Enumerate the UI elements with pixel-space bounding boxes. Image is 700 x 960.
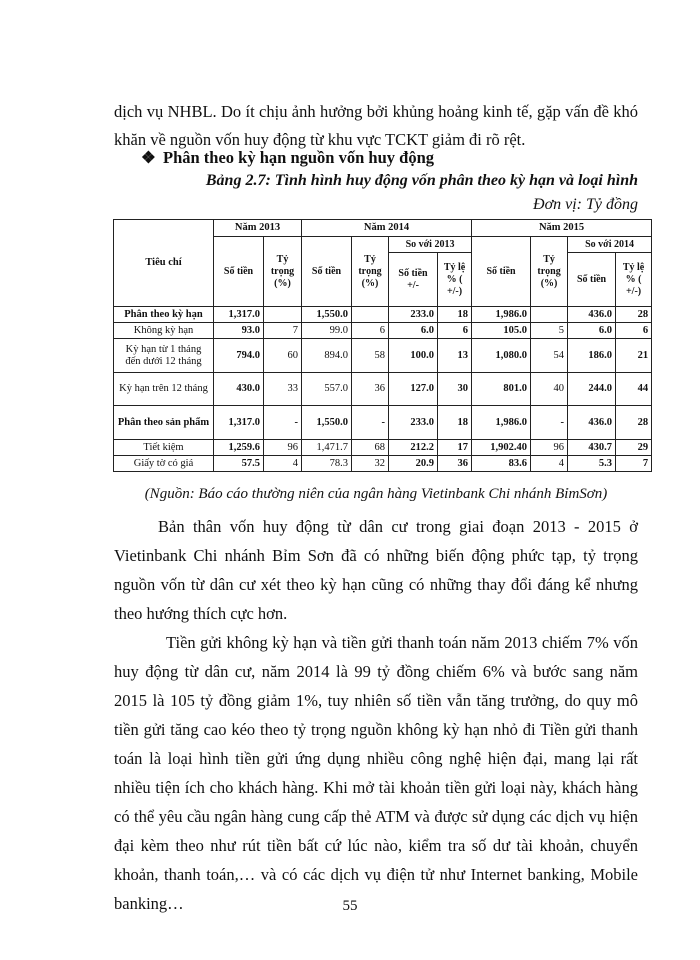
row-label: Phân theo sản phẩm	[114, 406, 214, 440]
cell-d15: 5.3	[568, 456, 616, 472]
header-year-2014: Năm 2014	[302, 220, 472, 237]
cell-a15: 105.0	[472, 323, 531, 339]
cell-a13: 1,317.0	[214, 406, 264, 440]
table-row	[114, 339, 652, 373]
header-year-2013: Năm 2013	[214, 220, 302, 237]
page-number: 55	[342, 898, 358, 914]
cell-d15: 6.0	[568, 323, 616, 339]
cell-a14: 1,550.0	[302, 406, 352, 440]
section-heading-text: Phân theo kỳ hạn nguồn vốn huy động	[163, 148, 434, 167]
table-row	[114, 440, 652, 456]
cell-a13: 794.0	[214, 339, 264, 373]
cell-s15: 54	[531, 339, 568, 373]
table-body	[114, 307, 652, 472]
intro-paragraph	[114, 98, 638, 154]
header-vs-2014: So với 2014	[568, 237, 652, 253]
cell-s14: 32	[352, 456, 389, 472]
cell-d15: 244.0	[568, 373, 616, 406]
header-amount-2014: Số tiền	[302, 237, 352, 307]
cell-s15: 4	[531, 456, 568, 472]
body-text	[114, 512, 638, 918]
cell-d15: 186.0	[568, 339, 616, 373]
cell-d14: 233.0	[389, 307, 438, 323]
cell-s15: 96	[531, 440, 568, 456]
table-row	[114, 307, 652, 323]
header-diff-2015: Số tiền	[568, 253, 616, 307]
cell-r14: 18	[438, 307, 472, 323]
cell-a14: 1,471.7	[302, 440, 352, 456]
header-vs-2013: So với 2013	[389, 237, 472, 253]
table-row	[114, 406, 652, 440]
header-diff-2014: Số tiền +/-	[389, 253, 438, 307]
cell-d14: 20.9	[389, 456, 438, 472]
paragraph-2: Tiền gửi không kỳ hạn và tiền gửi thanh toán năm 2013 chiếm 7% vốn huy động từ dân cư, năm 2014 là 99 tỷ đồng chiếm 6% và bước sang năm 2015 là 105 tỷ đồng giảm 1%, tuy nhiên số tiền vẫn tăng trưởng, do quy mô tiền gửi tăng cao kéo theo tỷ trọng nguồn không kỳ hạn nhỏ đi Tiền gửi thanh toán là loại hình tiền gửi ứng dụng nhiều công nghệ hiện đại, mang lại rất nhiều tiện ích cho khách hàng. Khi mở tài khoản tiền gửi loại này, khách hàng có thể yêu cầu ngân hàng cung cấp thẻ ATM và được sử dụng các dịch vụ hiện đại kèm theo như rút tiền bất cứ lúc nào, kiểm tra số dư tài khoản, chuyển khoản, thanh toán,… và có các dịch vụ điện tử như Internet banking, Mobile banking…	[114, 633, 638, 913]
cell-a14: 99.0	[302, 323, 352, 339]
table-row	[114, 373, 652, 406]
table-unit: Đơn vị: Tỷ đồng	[533, 196, 638, 213]
header-share-2015: Tỷ trọng (%)	[531, 237, 568, 307]
header-amount-2015: Số tiền	[472, 237, 531, 307]
table-source: (Nguồn: Báo cáo thường niên của ngân hàng Vietinbank Chi nhánh BỉmSơn)	[144, 486, 608, 502]
cell-r14: 17	[438, 440, 472, 456]
header-share-2013: Tỷ trọng (%)	[264, 237, 302, 307]
cell-s13: -	[264, 406, 302, 440]
cell-r15: 29	[616, 440, 652, 456]
cell-s13	[264, 307, 302, 323]
cell-a14: 557.0	[302, 373, 352, 406]
cell-s15: 40	[531, 373, 568, 406]
cell-a14: 78.3	[302, 456, 352, 472]
cell-a13: 430.0	[214, 373, 264, 406]
cell-a13: 1,317.0	[214, 307, 264, 323]
header-year-2015: Năm 2015	[472, 220, 652, 237]
header-rate-2015: Tỷ lệ % ( +/-)	[616, 253, 652, 307]
cell-a15: 1,902.40	[472, 440, 531, 456]
cell-a14: 894.0	[302, 339, 352, 373]
cell-s15: 5	[531, 323, 568, 339]
cell-r15: 6	[616, 323, 652, 339]
cell-a13: 57.5	[214, 456, 264, 472]
cell-d14: 100.0	[389, 339, 438, 373]
cell-d14: 212.2	[389, 440, 438, 456]
deposit-table	[113, 219, 652, 472]
cell-s13: 33	[264, 373, 302, 406]
cell-a15: 1,986.0	[472, 307, 531, 323]
paragraph-1: Bản thân vốn huy động từ dân cư trong giai đoạn 2013 - 2015 ở Vietinbank Chi nhánh Bỉm Sơn đã có những biến động phức tạp, tỷ trọng nguồn vốn từ dân cư xét theo kỳ hạn cũng có những thay đổi đáng kể nhưng theo hướng thích cực hơn.	[114, 517, 638, 623]
cell-d15: 436.0	[568, 307, 616, 323]
cell-a13: 93.0	[214, 323, 264, 339]
cell-r14: 13	[438, 339, 472, 373]
cell-r15: 21	[616, 339, 652, 373]
table-row	[114, 323, 652, 339]
cell-a14: 1,550.0	[302, 307, 352, 323]
cell-s15	[531, 307, 568, 323]
cell-s13: 60	[264, 339, 302, 373]
cell-a15: 83.6	[472, 456, 531, 472]
row-label: Kỳ hạn trên 12 tháng	[114, 373, 214, 406]
row-label: Giấy tờ có giá	[114, 456, 214, 472]
cell-r15: 28	[616, 307, 652, 323]
row-label: Phân theo kỳ hạn	[114, 307, 214, 323]
header-share-2014: Tỷ trọng (%)	[352, 237, 389, 307]
cell-d14: 233.0	[389, 406, 438, 440]
cell-a13: 1,259.6	[214, 440, 264, 456]
cell-r15: 28	[616, 406, 652, 440]
intro-text: dịch vụ NHBL. Do ít chịu ảnh hưởng bởi khủng hoảng kinh tế, gặp vấn đề khó khăn về nguồn vốn huy động từ khu vực TCKT giảm đi rõ rệt.	[114, 102, 638, 149]
cell-r14: 36	[438, 456, 472, 472]
cell-s13: 96	[264, 440, 302, 456]
table-caption: Bảng 2.7: Tình hình huy động vốn phân theo kỳ hạn và loại hình	[205, 172, 638, 189]
cell-d14: 6.0	[389, 323, 438, 339]
cell-d15: 436.0	[568, 406, 616, 440]
cell-r15: 7	[616, 456, 652, 472]
cell-s13: 4	[264, 456, 302, 472]
row-label: Kỳ hạn từ 1 tháng đến dưới 12 tháng	[114, 339, 214, 373]
cell-s14: -	[352, 406, 389, 440]
cell-s14: 58	[352, 339, 389, 373]
cell-s14: 68	[352, 440, 389, 456]
cell-r15: 44	[616, 373, 652, 406]
cell-s14	[352, 307, 389, 323]
diamond-bullet-icon: ❖	[141, 148, 156, 167]
row-label: Tiết kiệm	[114, 440, 214, 456]
cell-a15: 801.0	[472, 373, 531, 406]
table-row	[114, 456, 652, 472]
header-rate-2014: Tỷ lệ % ( +/-)	[438, 253, 472, 307]
cell-s14: 6	[352, 323, 389, 339]
cell-s15: -	[531, 406, 568, 440]
cell-a15: 1,986.0	[472, 406, 531, 440]
cell-r14: 18	[438, 406, 472, 440]
cell-r14: 6	[438, 323, 472, 339]
cell-s14: 36	[352, 373, 389, 406]
header-criteria: Tiêu chí	[114, 220, 214, 307]
section-heading	[141, 148, 434, 168]
header-amount-2013: Số tiền	[214, 237, 264, 307]
cell-r14: 30	[438, 373, 472, 406]
cell-d14: 127.0	[389, 373, 438, 406]
cell-d15: 430.7	[568, 440, 616, 456]
cell-a15: 1,080.0	[472, 339, 531, 373]
row-label: Không kỳ hạn	[114, 323, 214, 339]
cell-s13: 7	[264, 323, 302, 339]
